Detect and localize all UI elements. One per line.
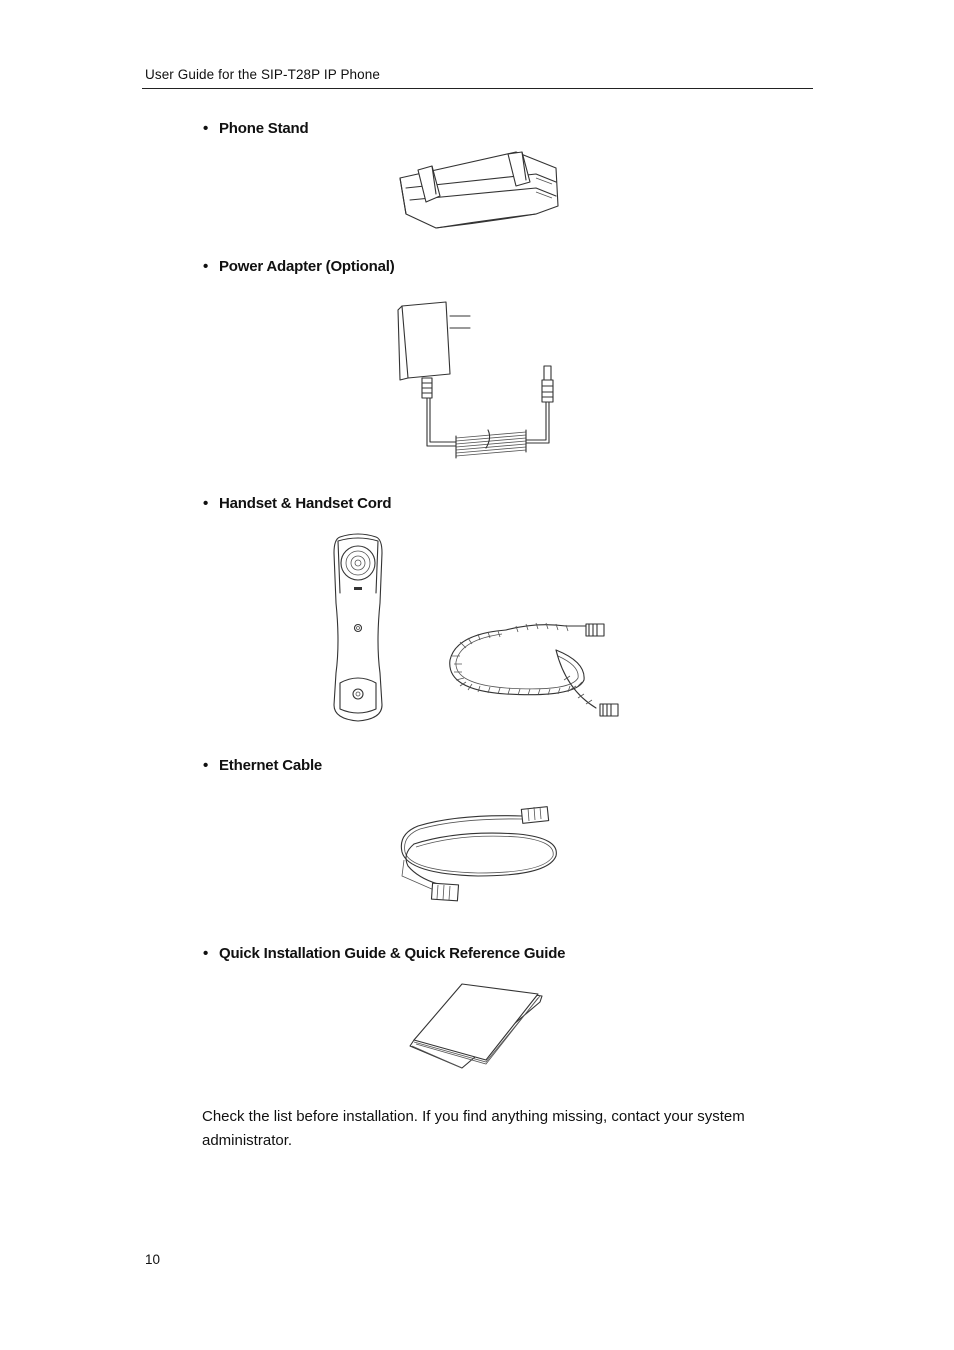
power-adapter-illustration bbox=[396, 298, 566, 462]
handset-cord-illustration bbox=[446, 620, 626, 724]
handset-illustration bbox=[330, 533, 386, 723]
list-item-ethernet-cable bbox=[203, 757, 322, 774]
bullet-icon: • bbox=[203, 495, 209, 512]
list-item-phone-stand bbox=[203, 120, 308, 137]
bullet-icon: • bbox=[203, 945, 209, 962]
quick-guides-illustration bbox=[406, 980, 550, 1072]
ethernet-cable-illustration bbox=[398, 804, 562, 906]
list-item-label: Quick Installation Guide & Quick Reference Guide bbox=[219, 945, 566, 962]
list-item-label: Handset & Handset Cord bbox=[219, 495, 392, 512]
running-header bbox=[142, 67, 813, 89]
list-item-label: Phone Stand bbox=[219, 120, 309, 137]
list-item-quick-guides bbox=[203, 945, 565, 962]
bullet-icon: • bbox=[203, 258, 209, 275]
body-paragraph: Check the list before installation. If you find anything missing, contact your system administrator. bbox=[202, 1108, 745, 1149]
page-number: 10 bbox=[145, 1252, 161, 1267]
list-item-power-adapter bbox=[203, 258, 395, 275]
list-item-label: Ethernet Cable bbox=[219, 757, 323, 774]
list-item-handset bbox=[203, 495, 391, 512]
phone-stand-illustration bbox=[396, 148, 562, 232]
bullet-icon: • bbox=[203, 120, 209, 137]
bullet-icon: • bbox=[203, 757, 209, 774]
list-item-label: Power Adapter (Optional) bbox=[219, 258, 395, 275]
header-title: User Guide for the SIP-T28P IP Phone bbox=[145, 67, 380, 82]
